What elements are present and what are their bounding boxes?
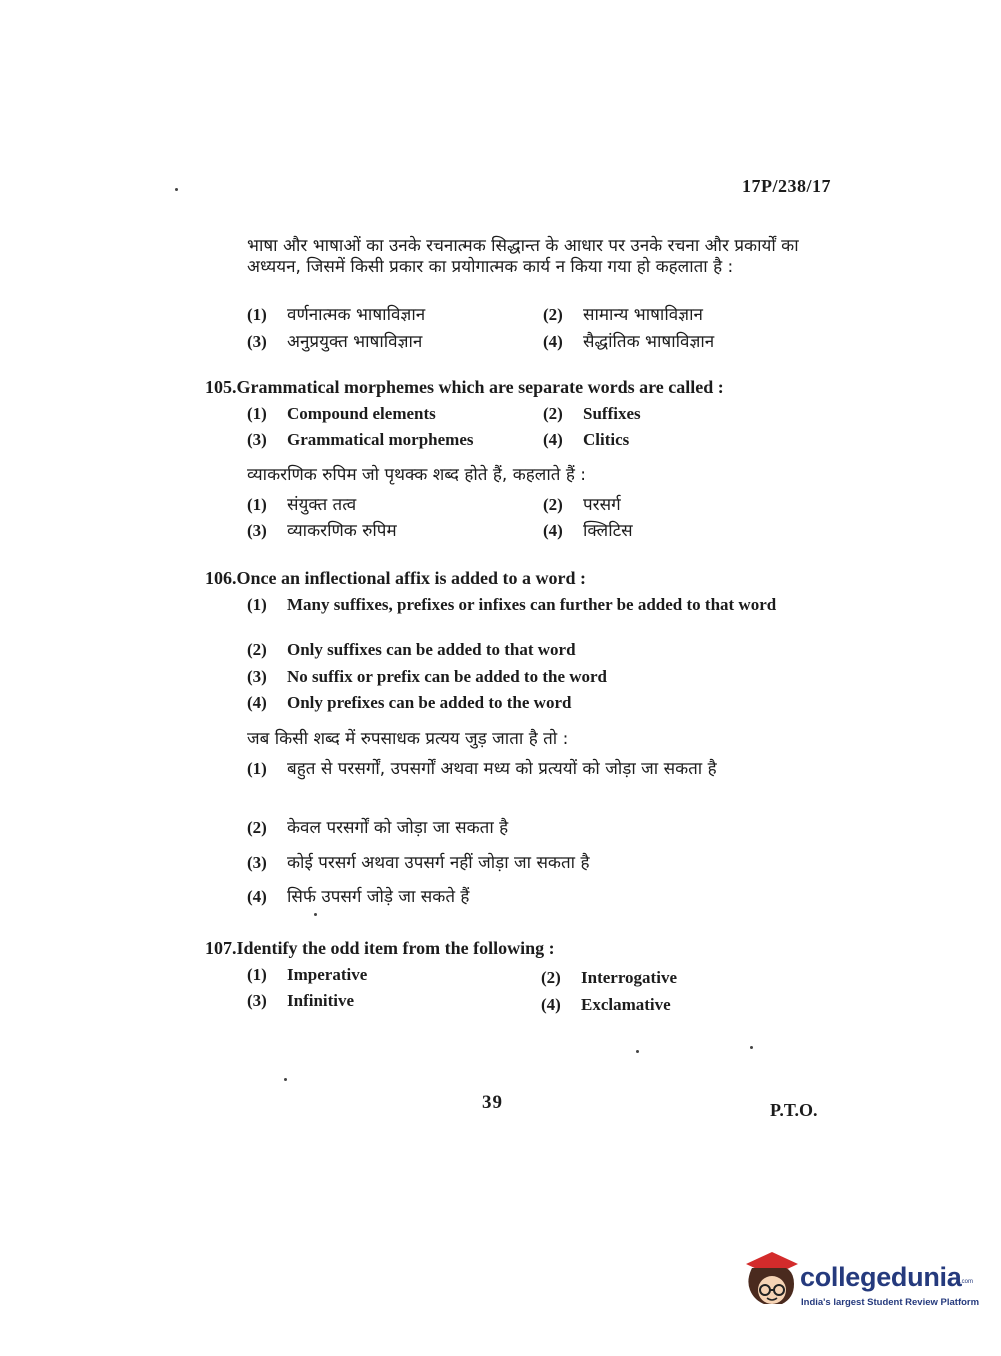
- q106-hindi-option-2: (2) केवल परसर्गों को जोड़ा जा सकता है: [247, 818, 509, 838]
- scan-speck: [750, 1046, 753, 1049]
- q104-option-3: (3) अनुप्रयुक्त भाषाविज्ञान: [247, 332, 423, 352]
- page-number: 39: [482, 1092, 503, 1113]
- scan-speck: [314, 913, 317, 916]
- q105-hindi-option-1: (1) संयुक्त तत्व: [247, 495, 357, 515]
- q106-option-3: (3) No suffix or prefix can be added to the word: [247, 667, 608, 686]
- collegedunia-tagline: India's largest Student Review Platform: [801, 1297, 980, 1308]
- q107-option-2: (2) Interrogative: [541, 968, 677, 987]
- q105-question: 105.Grammatical morphemes which are separate words are called :: [205, 377, 724, 397]
- q105-hindi-option-4: (4) क्लिटिस: [543, 521, 633, 541]
- q105-hindi-option-3: (3) व्याकरणिक रुपिम: [247, 521, 397, 541]
- q105-option-2: (2) Suffixes: [543, 404, 641, 423]
- q107-option-3: (3) Infinitive: [247, 991, 355, 1010]
- q106-hindi-option-4: (4) सिर्फ उपसर्ग जोड़े जा सकते हैं: [247, 887, 470, 907]
- q105-option-1: (1) Compound elements: [247, 404, 436, 423]
- q106-option-1: (1) Many suffixes, prefixes or infixes can further be added to that word: [247, 595, 777, 614]
- q105-hindi-option-2: (2) परसर्ग: [543, 495, 621, 515]
- scan-speck: [284, 1078, 287, 1081]
- q107-question: 107.Identify the odd item from the following :: [205, 938, 555, 958]
- collegedunia-mascot-icon: [742, 1250, 800, 1312]
- collegedunia-logo-text: collegedunia: [800, 1262, 962, 1292]
- q105-hindi-question: व्याकरणिक रुपिम जो पृथक्क शब्द होते हैं, कहलाते हैं :: [247, 465, 586, 485]
- q107-option-1: (1) Imperative: [247, 965, 368, 984]
- collegedunia-com: .com: [960, 1279, 974, 1285]
- q104-option-1: (1) वर्णनात्मक भाषाविज्ञान: [247, 305, 426, 325]
- q106-option-2: (2) Only suffixes can be added to that word: [247, 640, 576, 659]
- q107-option-4: (4) Exclamative: [541, 995, 671, 1014]
- scan-speck: [175, 188, 178, 191]
- q105-option-3: (3) Grammatical morphemes: [247, 430, 474, 449]
- scan-speck: [636, 1050, 639, 1053]
- q106-question: 106.Once an inflectional affix is added to a word :: [205, 568, 586, 588]
- q104-option-2: (2) सामान्य भाषाविज्ञान: [543, 305, 703, 325]
- q106-hindi-question: जब किसी शब्द में रुपसाधक प्रत्यय जुड़ जाता है तो :: [247, 729, 569, 749]
- q105-option-4: (4) Clitics: [543, 430, 630, 449]
- q104-option-4: (4) सैद्धांतिक भाषाविज्ञान: [543, 332, 715, 352]
- q106-hindi-option-3: (3) कोई परसर्ग अथवा उपसर्ग नहीं जोड़ा जा सकता है: [247, 853, 590, 873]
- q106-option-4: (4) Only prefixes can be added to the word: [247, 693, 572, 712]
- pto-label: P.T.O.: [770, 1100, 818, 1120]
- paper-code: 17P/238/17: [742, 176, 831, 196]
- q104-hindi-text: भाषा और भाषाओं का उनके रचनात्मक सिद्धान्त के आधार पर उनके रचना और प्रकार्यों का अध्ययन, जिसमें किसी प्रकार का प्रयोगात्मक कार्य न किया गया हो कहलाता है :: [247, 236, 799, 277]
- q106-hindi-option-1: (1) बहुत से परसर्गों, उपसर्गों अथवा मध्य को प्रत्ययों को जोड़ा जा सकता है: [247, 759, 717, 779]
